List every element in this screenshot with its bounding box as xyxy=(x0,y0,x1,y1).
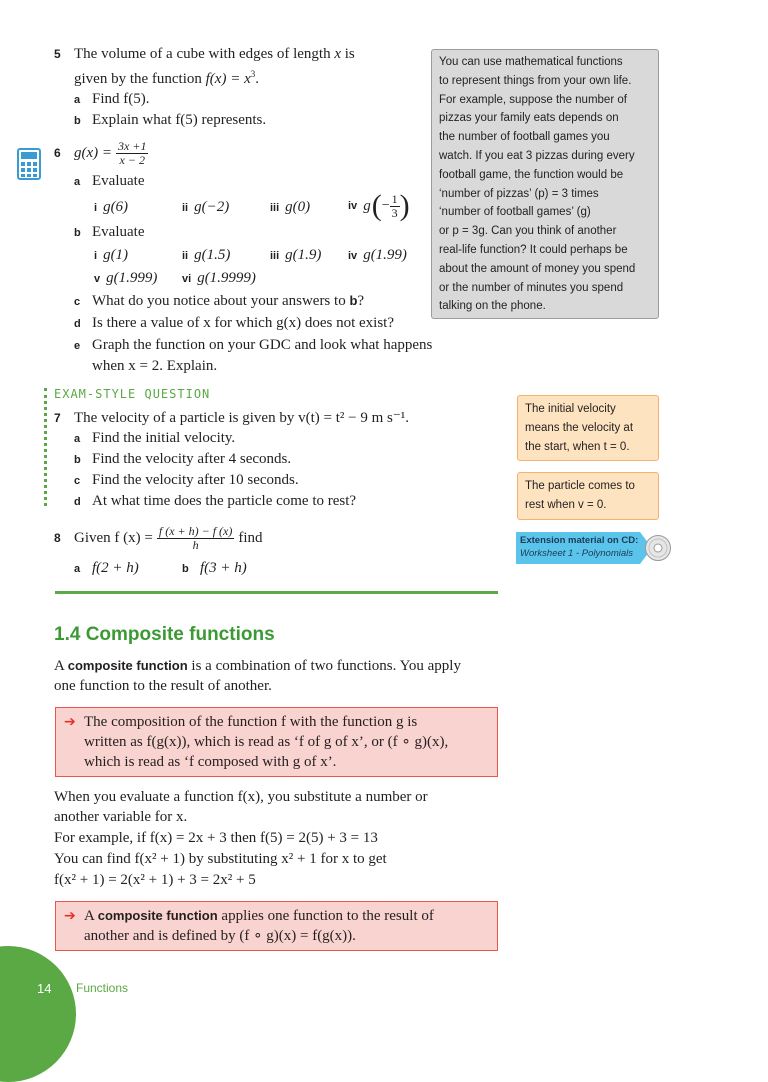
section-body: When you evaluate a function f(x), you substitute a number or another variable for x. For example, if f(x) = 2x + 3 then f(5) = 2(5) + 3 = 13 You can find f(x² + 1) by substituting x² + 1 for x to get f(x² + 1) = 2(x² + 1) + 3 = 2x² + 5 xyxy=(54,789,428,888)
q6-b-item-5: v g(1.999) xyxy=(94,270,158,286)
q8-part-a: a f(2 + h) xyxy=(74,560,139,576)
page-corner-circle xyxy=(0,946,76,1082)
chapter-name: Functions xyxy=(76,981,129,995)
definition-box-composite: ➔ A composite function applies one function to the result of another and is defined by (f ∘ g)(x) = f(g(x)). xyxy=(55,901,498,951)
cd-icon xyxy=(644,534,672,562)
question-number: 6 xyxy=(54,146,61,160)
question-7: 7 The velocity of a particle is given by v(t) = t² − 9 m s⁻¹. a Find the initial velocity. b Find the velocity after 4 seconds. c Find the velocity after 10 seconds. d At what time does the particle come to rest? xyxy=(54,410,410,509)
q6-part-c: c What do you notice about your answers to b? xyxy=(74,293,365,309)
q6-a-item-1: i g(6) xyxy=(94,199,129,215)
q6-a-item-4: iv g ( − $\frac{1}{3}$ ) xyxy=(348,189,410,222)
q6-part-b: b Evaluate xyxy=(74,224,145,240)
question-8: 8 Given f (x) = $\frac{f (x + h) - f (x)}{h}$ find xyxy=(54,523,263,552)
hint-rest: The particle comes to rest when v = 0. xyxy=(517,472,659,520)
question-6: 6 g(x) = $\frac{3x +1}{x - 2}$ xyxy=(54,138,147,167)
question-text: The volume of a cube with edges of length xyxy=(74,46,331,62)
q6-b-item-3: iii g(1.9) xyxy=(270,247,322,263)
part-b-text: Explain what f(5) represents. xyxy=(92,112,267,128)
definition-box-composition: ➔ The composition of the function f with the function g is written as f(g(x)), which is read as ‘f of g of x’, or (f ∘ g)(x), which is read as ‘f composed with g of x’. xyxy=(55,707,498,777)
hint-initial-velocity: The initial velocity means the velocity at the start, when t = 0. xyxy=(517,395,659,461)
q6-b-item-1: i g(1) xyxy=(94,247,129,263)
question-number: 5 xyxy=(54,47,61,61)
extension-title: Extension material on CD: xyxy=(520,535,639,546)
extension-subtitle: Worksheet 1 - Polynomials xyxy=(520,548,633,559)
q6-a-item-2: ii g(−2) xyxy=(182,199,230,215)
arrow-icon: ➔ xyxy=(64,908,76,924)
arrow-icon: ➔ xyxy=(64,714,76,730)
question-5: 5 The volume of a cube with edges of length x is given by the function $f(x) = x^3$. a Find f(5). b Explain what f(5) represents. xyxy=(54,46,355,128)
function-fraction: $\frac{3x +1}{x - 2}$ xyxy=(118,138,147,167)
q6-b-item-4: iv g(1.99) xyxy=(348,247,407,263)
calculator-icon xyxy=(17,148,41,180)
q6-b-item-2: ii g(1.5) xyxy=(182,247,231,263)
section-intro: A composite function is a combination of two functions. You apply one function to the result of another. xyxy=(54,658,461,694)
q6-part-a: a Evaluate xyxy=(74,173,145,189)
section-heading: 1.4 Composite functions xyxy=(54,624,275,645)
exam-style-title: EXAM-STYLE QUESTION xyxy=(54,387,211,401)
q6-part-e: e Graph the function on your GDC and look what happens when x = 2. Explain. xyxy=(74,337,433,374)
part-a-text: Find f(5). xyxy=(92,91,150,107)
page-number: 14 xyxy=(37,981,52,996)
q6-part-d: d Is there a value of x for which g(x) does not exist? xyxy=(74,315,394,331)
sidebar-note: You can use mathematical functions to represent things from your own life. For example, suppose the number of pizzas your family eats depends on the number of football games you watch. If you eat 3 pizzas during every football game, the function would be ‘number of pizzas’ (p) = 3 times ‘number of football games’ (g) or p = 3g. Can you think of another real-life function? It could perhaps be about the amount of money you spend or the number of minutes you spend talking on the phone. xyxy=(431,49,659,319)
q6-b-item-6: vi g(1.9999) xyxy=(182,270,256,286)
q8-part-b: b f(3 + h) xyxy=(182,560,247,576)
extension-material-tag[interactable] xyxy=(516,528,686,568)
q6-a-item-3: iii g(0) xyxy=(270,199,311,215)
exam-dotted-rule xyxy=(44,388,50,506)
section-divider xyxy=(55,591,498,594)
